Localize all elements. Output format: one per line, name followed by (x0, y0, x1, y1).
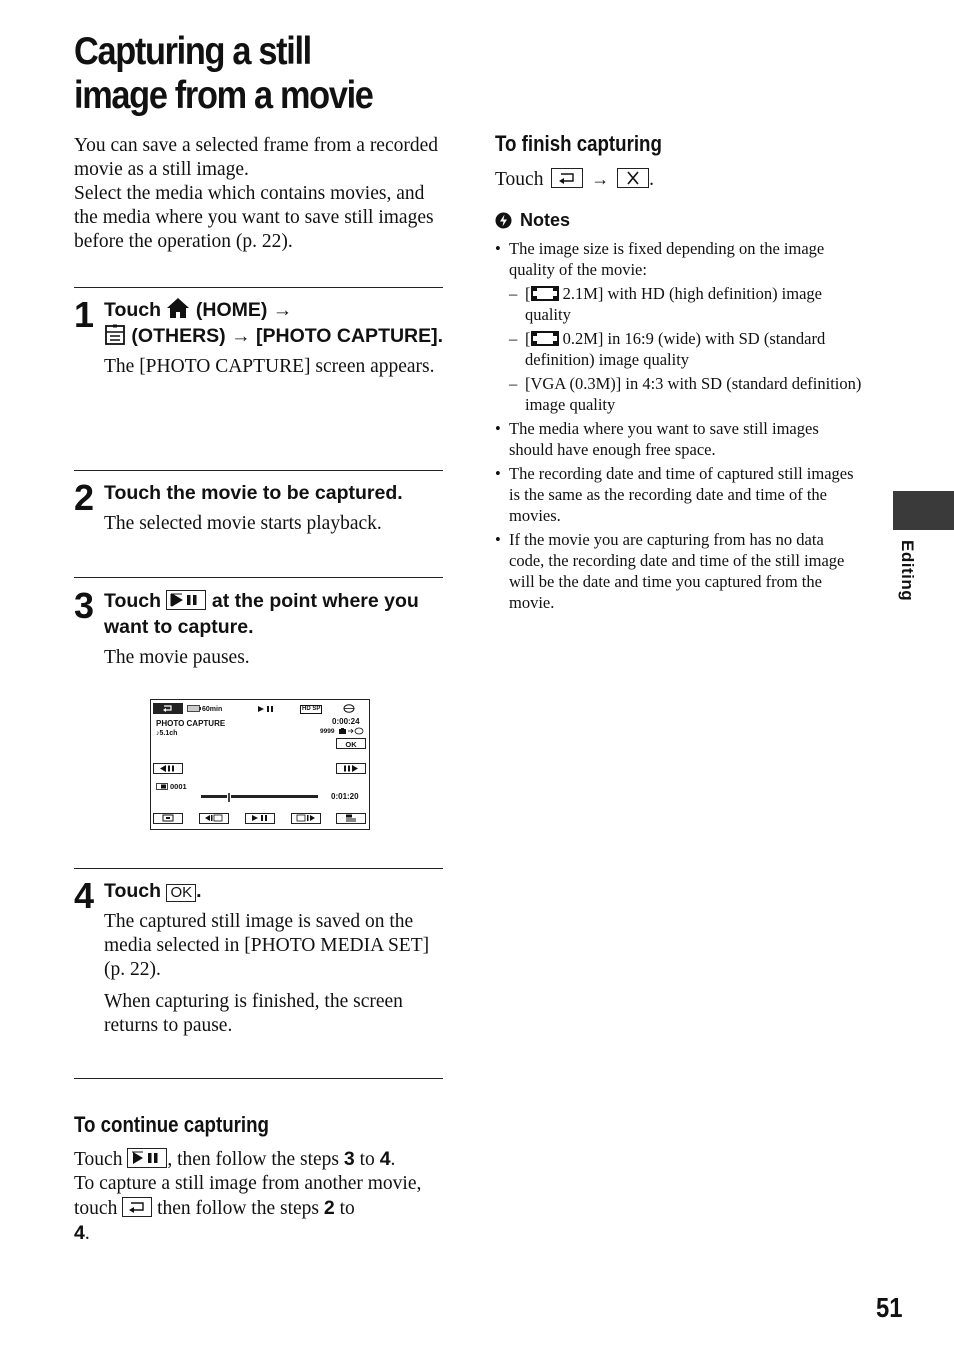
step-body (104, 646, 446, 670)
intro-paragraph: Select the media which contains movies, and the media where you want to save still images before the operation (p. 22). (74, 183, 434, 252)
section-label (897, 540, 917, 610)
file-number: 0001 (170, 782, 187, 791)
film-icon (156, 783, 168, 790)
lcd-ok-button[interactable]: OK (336, 738, 366, 749)
play-pause-button-icon (166, 590, 206, 610)
step-body (104, 355, 446, 379)
ok-button-icon: OK (166, 884, 196, 902)
note-subitem-prefix: [ (525, 329, 531, 348)
continue-text-part: To capture a still image from another movie, touch (74, 1173, 422, 1219)
step-reference: 2 (323, 1197, 335, 1219)
step-body (104, 512, 446, 536)
notes-heading-text: Notes (520, 210, 571, 230)
divider (74, 287, 443, 288)
note-subitem (509, 373, 863, 415)
note-subitem-text: [VGA (0.3M)] in 4:3 with SD (standard definition) image quality (525, 374, 862, 414)
step-heading-text: Touch (104, 880, 162, 902)
fast-forward-button[interactable] (291, 813, 321, 824)
note-subitem (509, 283, 863, 325)
intro-paragraph: You can save a selected frame from a recorded movie as a still image. (74, 135, 439, 180)
step-1 (74, 294, 446, 387)
rewind-button[interactable] (199, 813, 229, 824)
total-duration: 0:01:20 (331, 792, 359, 801)
frame-back-icon (159, 764, 177, 773)
note-item: • If the movie you are capturing from has no data code, the recording date and time of the still image will be the date and time you captured from the movie. (495, 529, 863, 613)
option-icon (344, 814, 358, 822)
divider (74, 577, 443, 578)
arrow: → (591, 169, 610, 189)
return-button-icon (122, 1197, 152, 1217)
note-text: The image size is fixed depending on the image quality of the movie: (509, 239, 825, 279)
page-number: 51 (876, 1292, 903, 1323)
lcd-play-pause-button[interactable] (245, 813, 275, 824)
image-size-icon (531, 285, 559, 302)
divider (74, 868, 443, 869)
continue-text-part: to (359, 1149, 375, 1170)
continue-text-part: . (390, 1149, 396, 1170)
lcd-screen (150, 699, 370, 830)
frame-forward-icon (342, 764, 360, 773)
note-subitem-text: 0.2M] in 16:9 (wide) with SD (standard definition) image quality (525, 329, 826, 369)
step-number: 3 (74, 585, 95, 626)
continue-text (74, 1147, 446, 1246)
return-button-icon (551, 168, 583, 188)
finish-end: . (649, 169, 654, 190)
notes-heading (495, 208, 570, 232)
option-button[interactable] (336, 813, 366, 824)
note-subitem-text: 2.1M] with HD (high definition) image quality (525, 284, 823, 324)
image-size-icon (531, 330, 559, 347)
continue-text-part: then follow the steps (157, 1198, 320, 1219)
home-icon (166, 297, 190, 319)
step-reference: 4 (379, 1148, 391, 1170)
note-item: • The recording date and time of captured still images is the same as the recording date and time of the movies. (495, 463, 863, 526)
return-icon (161, 704, 175, 713)
step-heading-text: (HOME) → (195, 299, 293, 321)
step-body-text: The selected movie starts playback. (104, 513, 382, 534)
step-heading-text: (OTHERS) → [PHOTO CAPTURE]. (131, 325, 444, 347)
play-pause-button-icon (127, 1148, 167, 1168)
previous-frame-button[interactable] (153, 763, 183, 774)
photo-count: 9999 (320, 728, 335, 735)
step-body-text: The [PHOTO CAPTURE] screen appears. (104, 356, 435, 377)
audio-label: ♪5.1ch (156, 730, 178, 737)
battery-remaining: 60min (202, 706, 223, 713)
step-heading (104, 878, 446, 904)
continue-text-part: to (339, 1198, 355, 1219)
notes-list (495, 238, 863, 616)
intro-text (74, 134, 444, 254)
continue-heading: To continue capturing (74, 1112, 269, 1137)
progress-track[interactable] (201, 795, 318, 798)
continue-text-part: , then follow the steps (167, 1149, 340, 1170)
battery-icon (187, 705, 201, 712)
note-sublist (509, 283, 863, 415)
next-frame-button[interactable] (336, 763, 366, 774)
step-3 (74, 585, 446, 678)
play-pause-icon (250, 814, 270, 822)
fast-forward-icon (296, 814, 316, 822)
section-tab (893, 491, 954, 530)
camera-to-disc-icon (339, 727, 365, 735)
step-heading-text: Touch (104, 590, 162, 612)
finish-text (495, 167, 865, 192)
note-item: • The media where you want to save still images should have enough free space. (495, 418, 863, 460)
finish-touch-label: Touch (495, 169, 544, 190)
return-to-index-button[interactable] (153, 813, 183, 824)
step-heading (104, 588, 446, 640)
continue-text-part: . (84, 1223, 90, 1244)
continue-text-part: Touch (74, 1149, 123, 1170)
note-item (495, 238, 863, 415)
elapsed-time: 0:00:24 (332, 717, 360, 726)
step-number: 2 (74, 477, 95, 518)
step-4 (74, 875, 446, 1046)
step-heading-text: Touch (104, 299, 162, 321)
step-heading (104, 297, 446, 349)
note-subitem (509, 328, 863, 370)
others-icon (104, 324, 126, 346)
notes-icon (495, 212, 512, 229)
step-number: 4 (74, 875, 95, 916)
step-number: 1 (74, 294, 95, 335)
step-heading-text: at the point where you want to capture. (104, 590, 419, 638)
page-title (74, 30, 444, 118)
play-pause-status-icon (257, 705, 275, 713)
section-label-text: Editing (898, 540, 917, 602)
index-icon (162, 814, 174, 822)
step-body (104, 910, 446, 1038)
disc-icon (343, 704, 355, 713)
progress-marker[interactable] (227, 792, 231, 803)
step-body-text: The captured still image is saved on the media selected in [PHOTO MEDIA SET] (p. 22). (104, 911, 430, 980)
close-button-icon (617, 168, 649, 188)
step-body-text: When capturing is finished, the screen returns to pause. (104, 991, 403, 1036)
title-line-2: image from a movie (74, 74, 373, 117)
divider (74, 470, 443, 471)
step-heading: Touch the movie to be captured. (104, 482, 403, 504)
note-subitem-prefix: [ (525, 284, 531, 303)
step-heading-text: . (196, 880, 202, 902)
step-reference: 3 (343, 1148, 355, 1170)
divider (74, 1078, 443, 1079)
rewind-icon (204, 814, 224, 822)
finish-heading: To finish capturing (495, 131, 662, 156)
step-2 (74, 477, 446, 544)
return-button[interactable] (153, 703, 183, 714)
step-reference: 4 (74, 1222, 85, 1244)
mode-label: PHOTO CAPTURE (156, 719, 226, 728)
title-line-1: Capturing a still (74, 30, 311, 73)
quality-badge: HD SP (302, 706, 321, 712)
step-body-text: The movie pauses. (104, 647, 250, 668)
